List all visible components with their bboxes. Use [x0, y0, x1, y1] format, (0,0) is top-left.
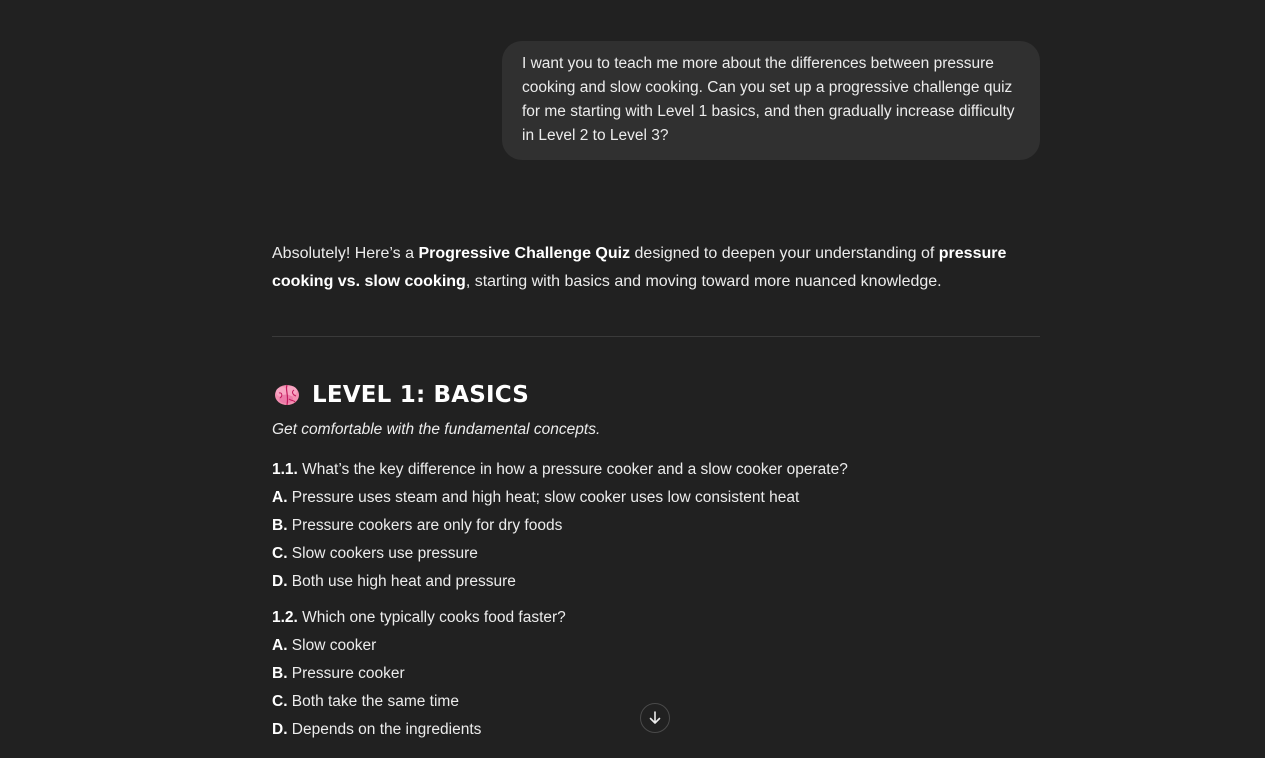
- question-body: What’s the key difference in how a pressure cooker and a slow cooker operate?: [297, 461, 848, 478]
- option-letter: B.: [272, 665, 288, 682]
- scroll-to-bottom-button[interactable]: [640, 703, 670, 733]
- question-1-1: [272, 456, 1040, 596]
- intro-bold-quiz: Progressive Challenge Quiz: [418, 245, 631, 262]
- option-b: [272, 512, 1040, 540]
- section-divider: [272, 336, 1040, 337]
- question-text: [272, 456, 1040, 484]
- intro-text-2: designed to deepen your understanding of: [630, 245, 939, 262]
- question-number: 1.2.: [272, 609, 298, 626]
- option-text: Slow cooker: [287, 637, 377, 654]
- option-a: [272, 632, 1040, 660]
- question-body: Which one typically cooks food faster?: [297, 609, 566, 626]
- intro-text-1: Absolutely! Here’s a: [272, 245, 419, 262]
- brain-icon: [272, 380, 302, 410]
- level-1-subtitle: Get comfortable with the fundamental concepts.: [272, 421, 601, 438]
- arrow-down-icon: [647, 710, 663, 726]
- level-1-title: LEVEL 1: BASICS: [312, 382, 530, 408]
- option-letter: D.: [272, 573, 288, 590]
- option-text: Pressure cooker: [287, 665, 405, 682]
- option-d: [272, 568, 1040, 596]
- option-letter: A.: [272, 489, 288, 506]
- intro-bold-topic: pressure cooking vs. slow cooking: [272, 245, 1007, 290]
- option-letter: C.: [272, 693, 288, 710]
- option-text: Pressure uses steam and high heat; slow cooker uses low consistent heat: [287, 489, 800, 506]
- assistant-intro: [272, 240, 1040, 296]
- assistant-message: [272, 240, 1040, 744]
- option-text: Slow cookers use pressure: [287, 545, 478, 562]
- question-number: 1.1.: [272, 461, 298, 478]
- option-text: Pressure cookers are only for dry foods: [287, 517, 563, 534]
- intro-text-3: , starting with basics and moving toward more nuanced knowledge.: [465, 273, 942, 290]
- option-text: Both take the same time: [287, 693, 459, 710]
- user-message-text: I want you to teach me more about the differences between pressure cooking and slow cooking. Can you set up a progressive challenge quiz for me starting with Level 1 basics, and then gradually increase difficulty in Level 2 to Level 3?: [522, 55, 1015, 144]
- option-a: [272, 484, 1040, 512]
- option-text: Depends on the ingredients: [287, 721, 482, 738]
- option-c: [272, 540, 1040, 568]
- option-letter: C.: [272, 545, 288, 562]
- question-text: [272, 604, 1040, 632]
- option-letter: D.: [272, 721, 288, 738]
- option-letter: A.: [272, 637, 288, 654]
- option-b: [272, 660, 1040, 688]
- option-letter: B.: [272, 517, 288, 534]
- level-1-heading: [272, 379, 1040, 411]
- user-message-bubble: [502, 41, 1040, 160]
- option-text: Both use high heat and pressure: [287, 573, 516, 590]
